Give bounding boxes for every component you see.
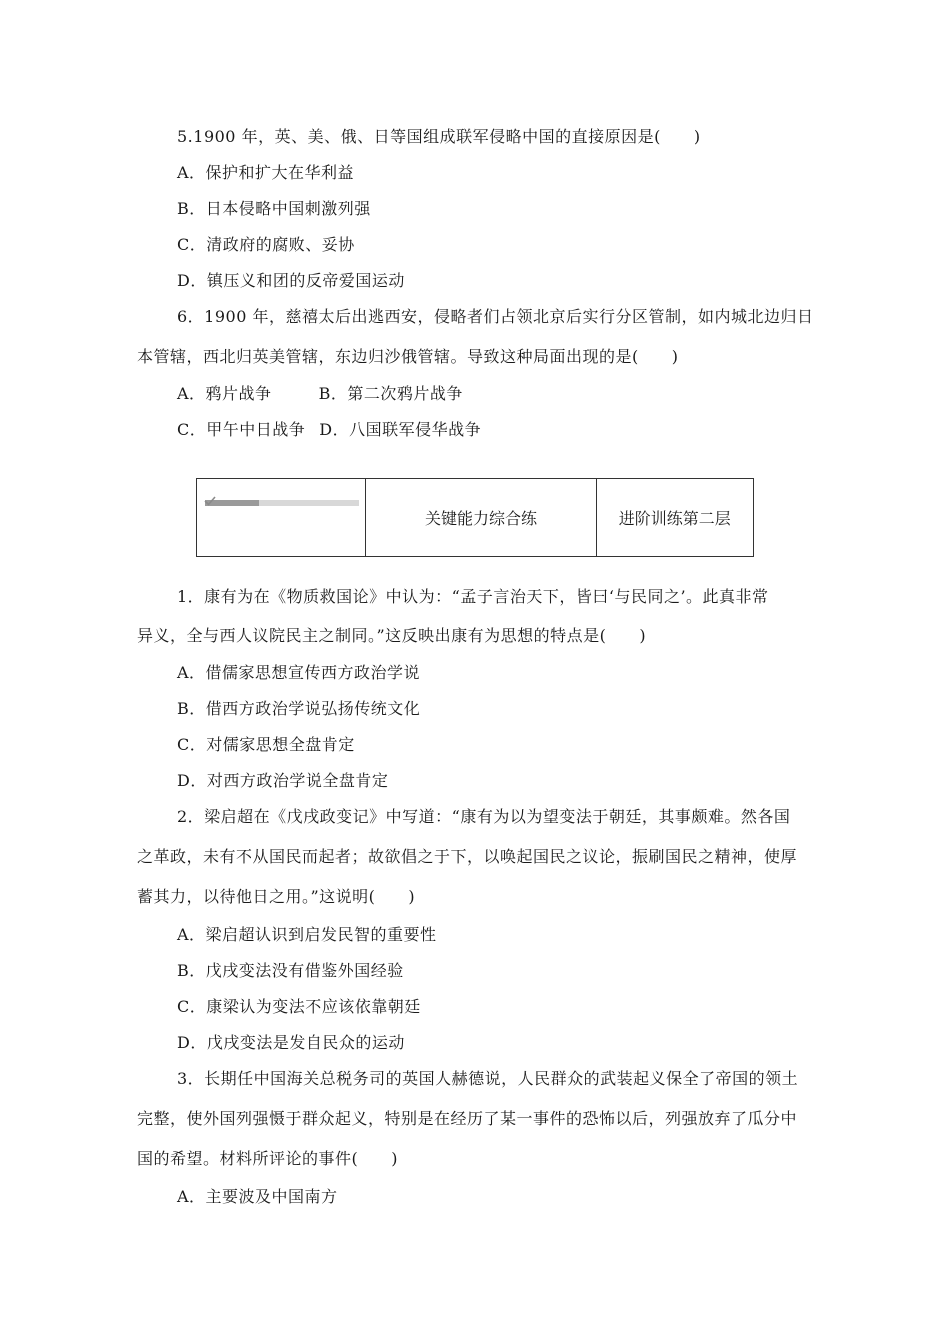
part2-question-1-stem-line2: 异义，全与西人议院民主之制同。”这反映出康有为思想的特点是( )	[137, 626, 647, 645]
question-5-option-b: B．日本侵略中国刺激列强	[177, 199, 371, 218]
question-6-option-c: C．甲午中日战争	[177, 420, 306, 439]
section-banner	[196, 478, 754, 557]
question-5-stem: 5.1900 年，英、美、俄、日等国组成联军侵略中国的直接原因是( )	[177, 127, 701, 146]
question-5-option-d: D．镇压义和团的反帝爱国运动	[177, 271, 405, 290]
part2-question-3-stem-line1: 3．长期任中国海关总税务司的英国人赫德说，人民群众的武装起义保全了帝国的领土	[177, 1069, 799, 1088]
check-icon	[204, 495, 216, 507]
banner-level: 进阶训练第二层	[618, 509, 731, 528]
part2-question-1-option-b: B．借西方政治学说弘扬传统文化	[177, 699, 421, 718]
question-5-option-a: A．保护和扩大在华利益	[177, 163, 355, 182]
banner-progress-bar	[205, 500, 359, 506]
part2-question-1-option-d: D．对西方政治学说全盘肯定	[177, 771, 389, 790]
part2-question-2-stem-line2: 之革政，未有不从国民而起者；故欲倡之于下，以唤起国民之议论，振刷国民之精神，使厚	[137, 847, 798, 866]
part2-question-2-option-b: B．戊戌变法没有借鉴外国经验	[177, 961, 404, 980]
part2-question-3-stem-line2: 完整，使外国列强慑于群众起义，特别是在经历了某一事件的恐怖以后，列强放弃了瓜分中	[137, 1109, 798, 1128]
question-6-stem-line1: 6．1900 年，慈禧太后出逃西安，侵略者们占领北京后实行分区管制，如内城北边归日	[177, 307, 814, 326]
question-6-option-a: A．鸦片战争	[177, 384, 272, 403]
part2-question-2-option-c: C．康梁认为变法不应该依靠朝廷	[177, 997, 421, 1016]
banner-title: 关键能力综合练	[366, 479, 596, 556]
question-6-stem-line2: 本管辖，西北归英美管辖，东边归沙俄管辖。导致这种局面出现的是( )	[137, 347, 679, 366]
part2-question-2-stem-line1: 2．梁启超在《戊戌政变记》中写道：“康有为以为望变法于朝廷，其事颇难。然各国	[177, 807, 791, 826]
question-6-option-d: D．八国联军侵华战争	[319, 420, 482, 439]
part2-question-2-option-a: A．梁启超认识到启发民智的重要性	[177, 925, 437, 944]
question-6-options-row2	[177, 420, 481, 440]
question-6-option-b: B．第二次鸦片战争	[318, 384, 463, 403]
part2-question-3-option-a: A．主要波及中国南方	[177, 1187, 338, 1206]
part2-question-2-option-d: D．戊戌变法是发自民众的运动	[177, 1033, 405, 1052]
part2-question-1-stem-line1: 1．康有为在《物质救国论》中认为：“孟子言治天下，皆曰‘与民同之’。此真非常	[177, 587, 769, 606]
question-6-options-row1	[177, 384, 463, 404]
part2-question-2-stem-line3: 蓄其力，以待他日之用。”这说明( )	[137, 887, 416, 906]
part2-question-1-option-a: A．借儒家思想宣传西方政治学说	[177, 663, 421, 682]
banner-progress-cell	[197, 479, 366, 556]
part2-question-1-option-c: C．对儒家思想全盘肯定	[177, 735, 355, 754]
part2-question-3-stem-line3: 国的希望。材料所评论的事件( )	[137, 1149, 398, 1168]
question-5-option-c: C．清政府的腐败、妥协	[177, 235, 355, 254]
